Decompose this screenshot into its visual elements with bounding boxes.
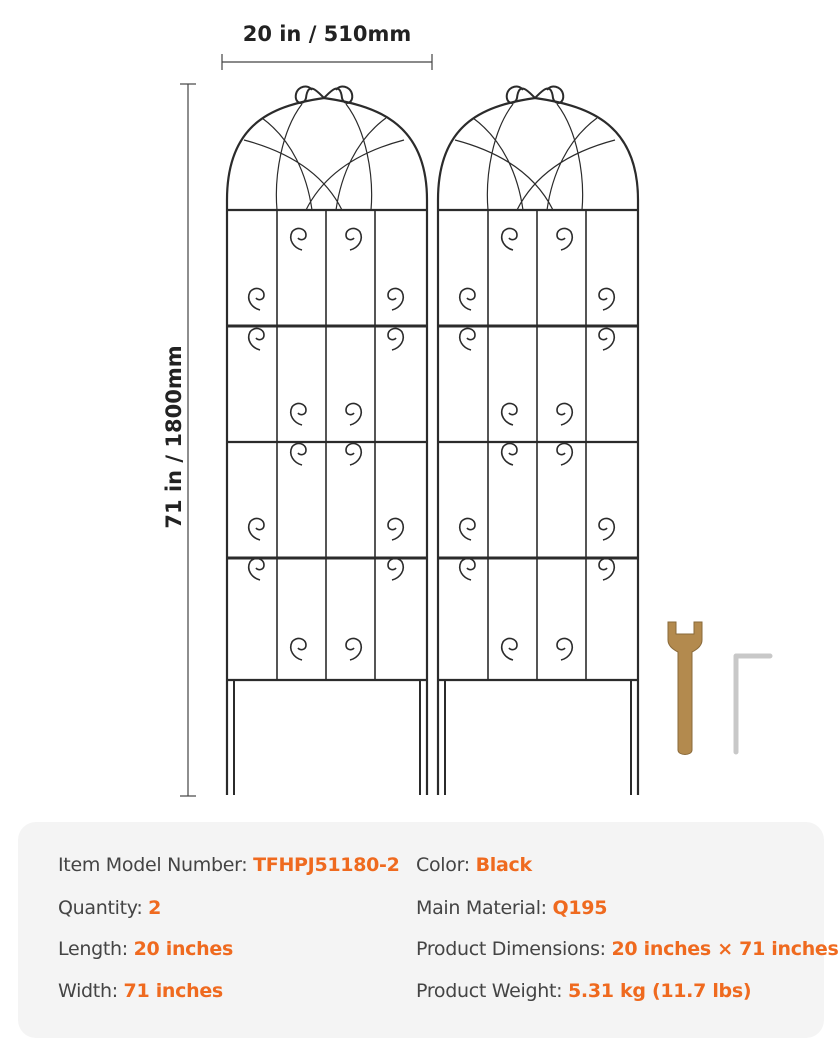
spec-width bbox=[58, 980, 223, 1002]
spec-label: Item Model Number: bbox=[58, 854, 254, 876]
spec-value: Black bbox=[475, 854, 532, 876]
spec-label: Color: bbox=[416, 854, 476, 876]
spec-value: 5.31 kg (11.7 lbs) bbox=[568, 980, 752, 1002]
spec-label: Product Dimensions: bbox=[416, 938, 612, 960]
trellis-panel-left bbox=[227, 87, 427, 795]
spec-card bbox=[18, 822, 839, 1038]
trellis-panel-right bbox=[438, 87, 638, 795]
spec-label: Product Weight: bbox=[416, 980, 569, 1002]
wrench-icon bbox=[668, 622, 702, 755]
spec-value: Q195 bbox=[552, 897, 608, 919]
spec-label: Quantity: bbox=[58, 897, 149, 919]
spec-product-dimensions bbox=[416, 938, 839, 960]
spec-label: Main Material: bbox=[416, 897, 553, 919]
spec-value: 71 inches bbox=[123, 980, 223, 1002]
hex-key-icon bbox=[736, 656, 770, 752]
spec-label: Length: bbox=[58, 938, 134, 960]
spec-value: 20 inches bbox=[133, 938, 233, 960]
spec-label: Width: bbox=[58, 980, 124, 1002]
spec-quantity bbox=[58, 897, 161, 919]
spec-length bbox=[58, 938, 233, 960]
spec-value: 20 inches × 71 inches bbox=[611, 938, 839, 960]
spec-material bbox=[416, 897, 607, 919]
height-dimension-label: 71 in / 1800mm bbox=[162, 345, 186, 529]
width-dimension-line bbox=[222, 54, 432, 70]
spec-model bbox=[58, 854, 400, 876]
spec-weight bbox=[416, 980, 751, 1002]
spec-color bbox=[416, 854, 532, 876]
spec-value: 2 bbox=[148, 897, 162, 919]
spec-value: TFHPJ51180-2 bbox=[253, 854, 400, 876]
width-dimension-label: 20 in / 510mm bbox=[242, 22, 412, 46]
